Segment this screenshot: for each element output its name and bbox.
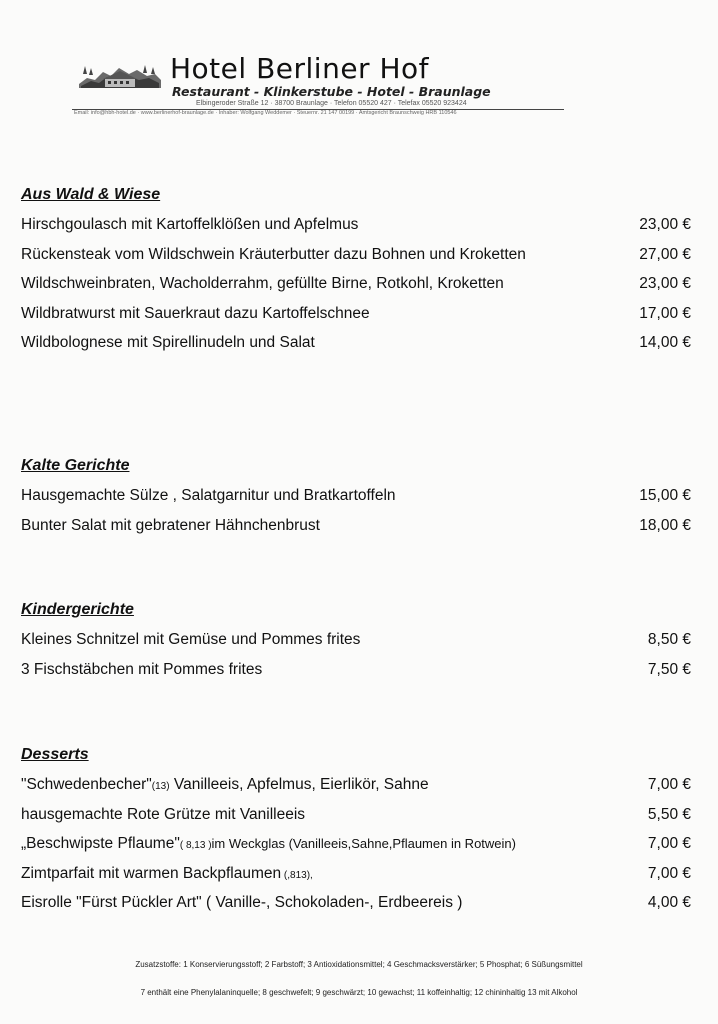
additives-footnote-1: Zusatzstoffe: 1 Konservierungsstoff; 2 Farbstoff; 3 Antioxidationsmittel; 4 Geschmacksverstärker; 5 Phosphat; 6 Süßungsmittel [135,960,583,969]
menu-item [21,240,701,270]
item-price: 23,00 € [639,216,691,233]
menu-item [21,299,701,329]
item-price: 7,00 € [647,864,691,882]
menu-item [21,625,701,655]
item-price: 4,00 € [647,894,691,911]
menu-item [21,269,701,299]
item-description: Vanilleeis, Apfelmus, Eierlikör, Sahne [169,776,429,793]
menu-item [21,481,701,511]
section-aus-wald-wiese [21,184,701,358]
section-title: Desserts [21,746,89,763]
item-name: Bunter Salat mit gebratener Hähnchenbrust [21,516,320,534]
item-price: 27,00 € [639,245,691,263]
item-name: Rückensteak vom Wildschwein Kräuterbutter dazu Bohnen und Kroketten [21,245,526,263]
item-price: 14,00 € [639,334,691,351]
hotel-building-logo [77,60,163,90]
item-name: 3 Fischstäbchen mit Pommes frites [21,660,263,678]
section-title: Aus Wald & Wiese [21,186,161,203]
section-kalte-gerichte [21,455,701,540]
menu-item [21,210,701,240]
menu-item [21,511,701,541]
item-name: "Schwedenbecher" [21,776,152,793]
additive-note: ( 8,13 ) [179,840,212,851]
item-price: 15,00 € [639,487,691,504]
menu-item [21,328,701,358]
section-title: Kindergerichte [21,601,134,618]
section-kindergerichte [21,599,701,684]
item-name: Hausgemachte Sülze , Salatgarnitur und Bratkartoffeln [21,487,396,504]
item-price: 7,00 € [647,835,691,852]
item-name: „Beschwipste Pflaume" [21,835,180,852]
item-price: 23,00 € [639,275,691,292]
menu-item [21,829,701,859]
item-name: Kleines Schnitzel mit Gemüse und Pommes frites [21,631,361,648]
item-price: 18,00 € [639,516,691,534]
item-name: Eisrolle "Fürst Pückler Art" ( Vanille-, Schokoladen-, Erdbeereis ) [21,894,463,911]
letterhead [72,50,572,122]
hotel-subtitle: Restaurant - Klinkerstube - Hotel - Braunlage [172,84,491,99]
menu-item [21,800,701,830]
item-price: 17,00 € [639,304,691,322]
hotel-address: Elbingeroder Straße 12 · 38700 Braunlage · Telefon 05520 427 · Telefax 05520 923424 [196,100,467,107]
item-name: Hirschgoulasch mit Kartoffelklößen und Apfelmus [21,216,359,233]
item-price: 8,50 € [647,631,691,648]
menu-item [21,770,701,800]
item-name: hausgemachte Rote Grütze mit Vanilleeis [21,805,306,823]
section-title: Kalte Gerichte [21,457,130,474]
additive-note: (13) [151,781,170,792]
additive-note: (,813), [281,869,313,881]
hotel-name: Hotel Berliner Hof [170,52,430,85]
hotel-contact-footer: Email: info@hbh-hotel.de · www.berlinerhof-braunlage.de · Inhaber: Wolfgang Weddemer · Steuernr. 21 147 00199 · Amtsgericht Braunschweig HRB 110546 [74,110,457,116]
section-desserts [21,744,701,918]
item-price: 7,00 € [647,776,691,793]
menu-item [21,655,701,685]
item-price: 7,50 € [647,660,691,678]
item-name: Zimtparfait mit warmen Backpflaumen [21,864,282,882]
item-price: 5,50 € [647,805,691,823]
item-name: Wildschweinbraten, Wacholderrahm, gefüllte Birne, Rotkohl, Kroketten [21,275,504,292]
item-description: im Weckglas (Vanilleeis,Sahne,Pflaumen in Rotwein) [211,836,516,851]
item-name: Wildbolognese mit Spirellinudeln und Salat [21,334,315,351]
menu-item [21,888,701,918]
item-name: Wildbratwurst mit Sauerkraut dazu Kartoffelschnee [21,304,370,322]
menu-item [21,859,701,889]
additives-footnote-2: 7 enthält eine Phenylalaninquelle; 8 geschwefelt; 9 geschwärzt; 10 gewachst; 11 koffeinhaltig; 12 chininhaltig 13 mit Alkohol [140,988,578,997]
